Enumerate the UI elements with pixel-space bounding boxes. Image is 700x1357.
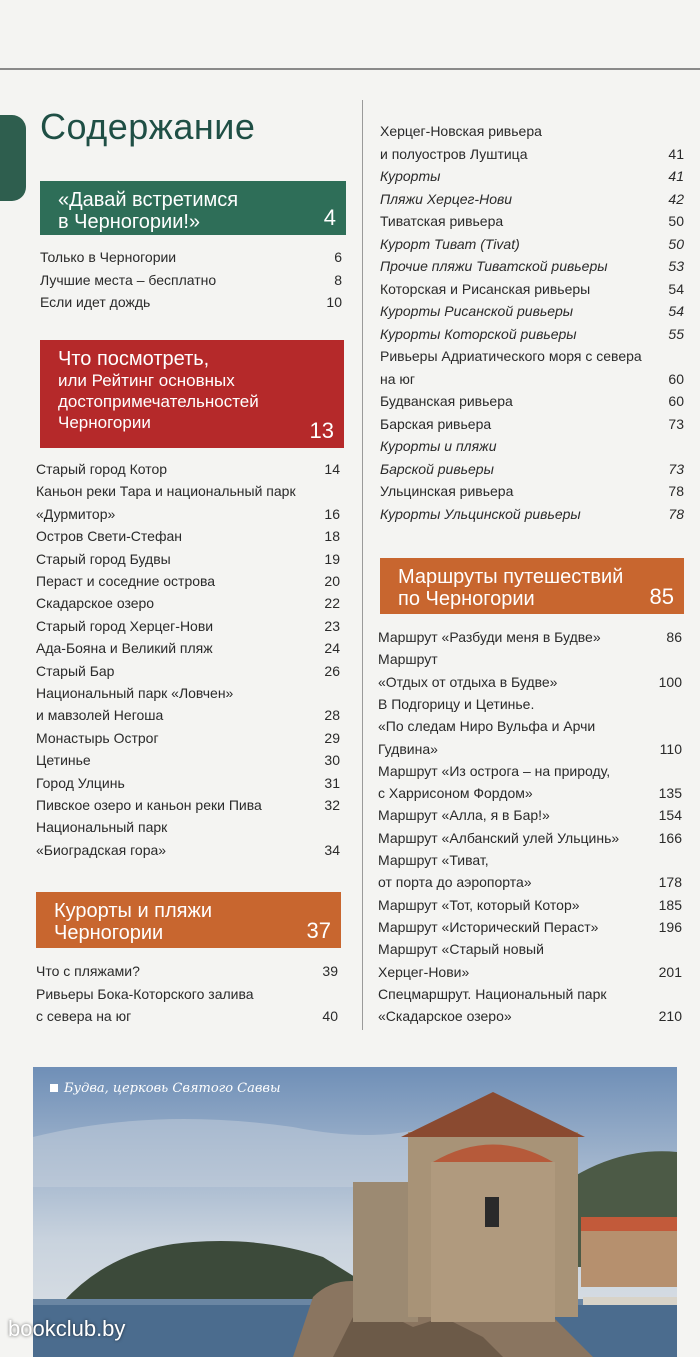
toc-entry — [36, 705, 340, 725]
toc-entry-page: 19 — [321, 549, 340, 569]
toc-entry-page: 54 — [665, 301, 684, 321]
toc-entry-page: 6 — [331, 247, 342, 267]
toc-entry-page: 60 — [665, 391, 684, 411]
toc-entry — [36, 750, 340, 770]
toc-entry-title: Курорты Ульцинской ривьеры — [380, 505, 581, 522]
toc-entry-page: 26 — [321, 661, 340, 681]
toc-entry — [36, 817, 340, 837]
toc-entry — [36, 638, 340, 658]
toc-entry-title: Прочие пляжи Тиватской ривьеры — [380, 258, 608, 274]
toc-entry-page: 100 — [656, 672, 682, 692]
toc-entry — [36, 661, 340, 681]
toc-entry-page: 53 — [665, 256, 684, 276]
toc-entry-page: 8 — [331, 270, 342, 290]
toc-entry — [380, 121, 684, 141]
toc-entry — [380, 211, 684, 231]
toc-entry-title: Старый город Будвы — [36, 550, 171, 567]
toc-entry-title: Курорты и пляжи — [380, 438, 497, 454]
toc-entry — [36, 728, 340, 748]
toc-entry — [36, 526, 340, 546]
column-divider — [362, 100, 363, 1030]
section-page: 4 — [323, 205, 336, 230]
toc-entry — [378, 761, 682, 781]
toc-entry — [36, 840, 340, 860]
toc-entry-title: «Биоградская гора» — [36, 841, 167, 858]
top-rule — [0, 68, 700, 70]
toc-entry-title: и мавзолей Негоша — [36, 707, 164, 724]
section-line4: Черногории — [58, 413, 151, 432]
toc-entry — [36, 459, 340, 479]
toc-entry-page: 41 — [665, 144, 684, 164]
toc-entry-title: «Дурмитор» — [36, 505, 116, 522]
toc-entry — [378, 1006, 682, 1026]
toc-entry — [36, 481, 340, 501]
toc-entry-page: 10 — [323, 292, 342, 312]
toc-entry — [380, 481, 684, 501]
church-photo — [33, 1067, 677, 1357]
toc-entry — [380, 189, 684, 209]
toc-entry-page: 41 — [665, 166, 684, 186]
toc-entry-page: 154 — [656, 805, 682, 825]
toc-entry-page: 31 — [321, 773, 340, 793]
toc-entry-page: 24 — [321, 638, 340, 658]
toc-entry — [36, 504, 340, 524]
chapter-tab — [0, 115, 26, 201]
toc-entry — [36, 795, 340, 815]
toc-entry — [380, 301, 684, 321]
toc-entry — [378, 984, 682, 1004]
toc-entry — [378, 828, 682, 848]
section-header-sights — [40, 340, 344, 448]
toc-entry-page: 73 — [665, 459, 684, 479]
toc-entry-title: Курорты — [380, 168, 441, 184]
toc-entry — [380, 279, 684, 299]
toc-entry-page: 39 — [319, 961, 338, 981]
section-line2: по Черногории — [398, 588, 535, 610]
toc-entry-title: Спецмаршрут. Национальный парк — [378, 985, 607, 1002]
toc-entry — [378, 895, 682, 915]
toc-entry-title: от порта до аэропорта» — [378, 874, 532, 891]
caption-square-icon — [50, 1084, 58, 1092]
toc-entry-title: Если идет дождь — [40, 294, 151, 310]
toc-entry — [36, 549, 340, 569]
toc-entry-title: Маршрут — [378, 651, 438, 668]
toc-entry — [378, 739, 682, 759]
toc-entry-page: 166 — [656, 828, 682, 848]
toc-entry — [380, 166, 684, 186]
toc-entry-page: 40 — [319, 1006, 338, 1026]
toc-entry-title: Маршрут «Алла, я в Бар!» — [378, 807, 550, 824]
toc-entry-title: Будванская ривьера — [380, 393, 513, 409]
toc-entry-title: Маршрут «Тот, который Котор» — [378, 896, 580, 913]
toc-entry — [380, 324, 684, 344]
toc-entry-title: Город Улцинь — [36, 774, 125, 791]
toc-entry-title: Херцег-Нови» — [378, 963, 470, 980]
toc-entry-page: 210 — [656, 1006, 682, 1026]
toc-entry-page: 201 — [656, 962, 682, 982]
toc-entry — [380, 459, 684, 479]
toc-entry-page: 78 — [665, 481, 684, 501]
toc-entry-page: 73 — [665, 414, 684, 434]
toc-entry-title: Пивское озеро и каньон реки Пива — [36, 797, 262, 813]
toc-entry-title: Монастырь Острог — [36, 729, 159, 746]
toc-entry — [36, 1006, 338, 1026]
toc-entry — [380, 144, 684, 164]
toc-entry-page: 16 — [321, 504, 340, 524]
toc-entry-title: Ульцинская ривьера — [380, 483, 514, 499]
toc-entry-page: 14 — [321, 459, 340, 479]
toc-entry-title: В Подгорицу и Цетинье. — [378, 695, 535, 712]
toc-entry-title: Пляжи Херцег-Нови — [380, 190, 513, 207]
section-line1: Что посмотреть, — [58, 348, 210, 370]
toc-entry-page: 55 — [665, 324, 684, 344]
toc-entry-title: Курорт Тиват (Tivat) — [380, 235, 520, 252]
toc-entry-title: Старый Бар — [36, 662, 115, 679]
toc-entry-title: на юг — [380, 370, 416, 387]
section-header-routes — [380, 558, 684, 614]
section-page: 37 — [306, 918, 331, 943]
section-line2: в Черногории!» — [58, 211, 201, 233]
toc-entry-page: 23 — [321, 616, 340, 636]
toc-entry-title: Маршрут «Исторический Пераст» — [378, 918, 599, 935]
toc-entry-title: Барской ривьеры — [380, 460, 494, 477]
toc-entry — [378, 939, 682, 959]
toc-entry — [378, 872, 682, 892]
toc-entry — [40, 292, 342, 312]
toc-entry-page: 135 — [656, 783, 682, 803]
toc-entry — [378, 783, 682, 803]
toc-entry-title: Которская и Рисанская ривьеры — [380, 280, 591, 297]
toc-entry — [378, 716, 682, 736]
toc-entry — [378, 649, 682, 669]
toc-entry-page: 42 — [665, 189, 684, 209]
toc-entry-page: 110 — [657, 739, 682, 759]
toc-entry — [380, 234, 684, 254]
toc-entry-page: 20 — [321, 571, 340, 591]
section-header-meet — [40, 181, 346, 235]
section-header-resorts — [36, 892, 341, 948]
toc-entry-title: «Отдых от отдыха в Будве» — [378, 673, 558, 690]
caption-text: Будва, церковь Святого Саввы — [64, 1081, 281, 1096]
toc-entry — [378, 917, 682, 937]
toc-entry-page: 86 — [663, 627, 682, 647]
site-watermark: bookclub.by — [8, 1316, 126, 1341]
toc-entry — [378, 962, 682, 982]
toc-entry-page: 30 — [321, 750, 340, 770]
toc-entry-title: Старый город Котор — [36, 461, 168, 477]
toc-entry-title: Барская ривьера — [380, 415, 492, 432]
toc-entry — [36, 616, 340, 636]
toc-entry-page: 29 — [321, 728, 340, 748]
toc-entry — [380, 414, 684, 434]
toc-entry-page: 60 — [665, 369, 684, 389]
toc-entry-page: 50 — [665, 234, 684, 254]
photo-caption — [50, 1081, 281, 1096]
toc-entry — [36, 683, 340, 703]
section-page: 13 — [309, 418, 334, 443]
toc-entry-title: Тиватская ривьера — [380, 213, 504, 229]
toc-entry-title: Цетинье — [36, 752, 91, 769]
toc-entry-page: 28 — [321, 705, 340, 725]
toc-entry-page: 18 — [321, 526, 340, 546]
toc-entry-title: Ривьеры Бока-Которского залива — [36, 985, 254, 1002]
toc-entry — [380, 436, 684, 456]
toc-entry-page: 178 — [656, 872, 682, 892]
toc-entry-title: Пераст и соседние острова — [36, 573, 216, 589]
toc-entry — [40, 270, 342, 290]
section-line1: «Давай встретимся — [58, 189, 239, 211]
toc-entry-title: Что с пляжами? — [36, 963, 140, 979]
toc-entry — [380, 346, 684, 366]
toc-entry-title: Маршрут «Из острога – на природу, — [378, 762, 611, 779]
toc-entry — [378, 850, 682, 870]
toc-entry-page: 32 — [321, 795, 340, 815]
toc-entry-title: Маршрут «Разбуди меня в Будве» — [378, 629, 601, 645]
toc-entry-title: Херцег-Новская ривьера — [380, 123, 542, 139]
toc-entry — [380, 504, 684, 524]
toc-entry — [380, 256, 684, 276]
toc-entry-page: 34 — [321, 840, 340, 860]
toc-entry-title: Каньон реки Тара и национальный парк — [36, 483, 296, 500]
toc-entry-title: Курорты Которской ривьеры — [380, 325, 577, 342]
toc-entry-title: Национальный парк «Ловчен» — [36, 685, 234, 701]
toc-entry — [36, 961, 338, 981]
toc-entry-title: Маршрут «Тиват, — [378, 852, 489, 868]
toc-entry-page: 185 — [656, 895, 682, 915]
toc-entry-page: 54 — [665, 279, 684, 299]
toc-entry-title: Только в Черногории — [40, 249, 177, 265]
toc-entry-title: Лучшие места – бесплатно — [40, 271, 217, 288]
toc-entry-title: Остров Свети-Стефан — [36, 528, 182, 545]
toc-entry — [378, 805, 682, 825]
toc-entry-title: «Скадарское озеро» — [378, 1008, 512, 1025]
toc-entry-title: с севера на юг — [36, 1008, 132, 1024]
section-line2: или Рейтинг основных — [58, 371, 235, 390]
toc-entry-title: Маршрут «Старый новый — [378, 941, 544, 958]
section-line3: достопримечательностей — [58, 392, 259, 411]
toc-entry-title: «По следам Ниро Вульфа и Арчи — [378, 718, 596, 735]
toc-entry — [36, 593, 340, 613]
page-title: Содержание — [40, 106, 256, 147]
toc-entry-title: Скадарское озеро — [36, 595, 155, 612]
church-illustration — [33, 1067, 677, 1357]
toc-entry-title: с Харрисоном Фордом» — [378, 785, 533, 802]
toc-entry-title: Ривьеры Адриатического моря с севера — [380, 348, 642, 364]
toc-entry-title: Курорты Рисанской ривьеры — [380, 303, 574, 319]
toc-entry-page: 50 — [665, 211, 684, 231]
section-page: 85 — [649, 584, 674, 609]
toc-entry — [380, 391, 684, 411]
toc-entry — [36, 571, 340, 591]
toc-entry-title: Ада-Бояна и Великий пляж — [36, 640, 213, 657]
toc-entry-page: 196 — [656, 917, 682, 937]
section-line2: Черногории — [54, 922, 164, 944]
toc-entry-title: Гудвина» — [378, 740, 438, 757]
section-line1: Курорты и пляжи — [54, 900, 213, 922]
toc-entry — [378, 672, 682, 692]
toc-entry — [378, 694, 682, 714]
section-line1: Маршруты путешествий — [398, 566, 624, 588]
toc-entry-title: и полуостров Луштица — [380, 145, 528, 162]
toc-entry — [40, 247, 342, 267]
toc-entry-title: Национальный парк — [36, 819, 168, 836]
toc-entry — [36, 773, 340, 793]
toc-entry-title: Маршрут «Албанский улей Ульцинь» — [378, 829, 620, 846]
toc-entry-page: 78 — [665, 504, 684, 524]
toc-entry — [380, 369, 684, 389]
toc-entry — [378, 627, 682, 647]
toc-entry-title: Старый город Херцег-Нови — [36, 617, 214, 634]
toc-entry-page: 22 — [321, 593, 340, 613]
toc-entry — [36, 984, 338, 1004]
